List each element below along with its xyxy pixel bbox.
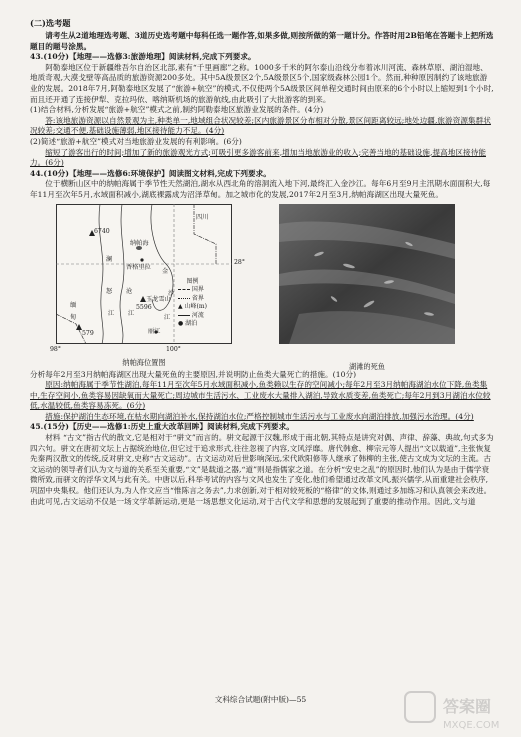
label-cang: 沧 <box>126 287 133 295</box>
location-map <box>50 204 245 353</box>
q43-sub2: (2)简述“旅游+航空”模式对当地旅游业发展的有利影响。(6分) <box>30 136 242 146</box>
label-jiang-jinsha: 江 <box>164 313 171 321</box>
legend-lake: 湖泊 <box>185 320 198 327</box>
q43-sub1: (1)结合材料,分析发展“旅游+航空”模式之前,制约阿勒泰地区旅游业发展的条件。(4分) <box>30 105 324 115</box>
label-napahai: 纳帕海 <box>130 239 149 247</box>
q44-answer-cause: 原因:纳帕海属于季节性湖泊,每年11月至次年5月水域面积减小,鱼类赖以生存的空间减小;每年2月至3月纳帕海湖泊水位下降,鱼类集中,生存空间小,鱼类容易因缺氧而大量死亡;周边城市生活污水、工业废水大量排入湖泊,导致水质变差,鱼类死亡;每年2月到3月湖泊水位较低,水温较低,鱼类容易冻死。(6分) <box>30 380 491 411</box>
label-mian: 缅 <box>70 301 77 309</box>
label-lon-98: 98° <box>50 345 61 353</box>
q44-material: 位于横断山区中的纳帕海属于季节性天然湖泊,湖水从西北角的溶洞流入地下河,最终汇入金沙江。每年6月至9月主汛期水面面积大,每年11月至次年5月,水域面积减小,湖底裸露成为沼泽草甸。加之城市化的发展,2017年2月至3月,纳帕海湖区出现大量死鱼。 <box>30 179 491 199</box>
label-lan: 澜 <box>106 255 113 263</box>
legend-border-icon <box>178 289 190 290</box>
legend-mountain: 山峰(m) <box>184 303 207 310</box>
page-footer: 文科综合试题(附中版)—55 <box>214 695 307 704</box>
q43-material: 阿勒泰地区位于新疆维吾尔自治区北部,素有“千里画廊”之称。1000多千米的阿尔泰山沿线分布着冰川河流、森林草原、湖泊湿地、地质奇观,大漠戈壁等高品质的旅游资源200多处。其中5A级景区2个,5A级景区5个,国家级森林公园1个。然而,种种原因制约了该地旅游业的发展。2018年7月,阿勒泰地区发展了“旅游+航空”的模式,不仅使两个5A级景区间单程交通时间由原来的6个小时以上缩短到1个小时,而且还开通了连接伊犁、克拉玛依、喀纳斯机场的旅游航线,由此吸引了大批游客的到来。 <box>30 62 494 104</box>
legend-province-icon <box>178 298 190 299</box>
q43-answer1: 答:该地旅游资源以自然景观为主,种类单一,地域组合状况较差;区内旅游景区分布相对分散,景区间距离较远;地处边疆,旅游资源集群状况较差;交通不便,基础设施薄弱,地区接待能力不足。(4分) <box>30 115 491 136</box>
legend-title: 图例 <box>186 277 199 285</box>
legend-mountain-icon: ▲ <box>178 303 183 310</box>
label-lon-100: 100° <box>166 345 181 353</box>
label-elev-6740: 6740 <box>94 227 110 235</box>
q43-answer2: 缩短了游客出行的时间;增加了新的旅游观光方式;可吸引更多游客前来,增加当地旅游业的收入;完善当地的基础设施,提高地区接待能力。(6分) <box>30 147 486 168</box>
figure-row <box>30 204 495 371</box>
label-dian: 甸 <box>70 313 77 321</box>
label-sichuan: 四川 <box>196 213 209 221</box>
label-lat-28: 28° <box>234 258 245 266</box>
map-legend <box>178 278 207 329</box>
label-elev-5596: 5596 <box>136 303 152 311</box>
map-caption: 纳帕海位置图 <box>122 357 166 367</box>
dead-fish-photo <box>279 204 455 344</box>
label-shangri-la: 香格里拉 <box>126 263 151 271</box>
q44-answer-measure: 措施:保护湖泊生态环境,在枯水期向湖泊补水,保持湖泊水位;严格控制城市生活污水与工业废水向湖泊排放,加强污水治理。(4分) <box>45 411 474 421</box>
instruction-text: 请考生从2道地理选考题、3道历史选考题中每科任选一题作答,如果多做,则按所做的第一题计分。作答时用2B铅笔在答题卡上把所选题目的题号涂黑。 <box>30 31 494 51</box>
legend-river-icon <box>178 315 190 316</box>
label-jiang-lancang: 江 <box>128 309 135 317</box>
label-sha: 沙 <box>168 289 175 297</box>
legend-border: 国界 <box>191 286 204 293</box>
label-nu: 怒 <box>106 287 113 295</box>
label-jin: 金 <box>162 267 169 275</box>
location-map-figure <box>50 204 245 368</box>
svg-text:MXQE.COM: MXQE.COM <box>443 720 500 731</box>
q43-header: 43.(10分)【地理——选修3:旅游地理】阅读材料,完成下列要求。 <box>30 52 256 62</box>
watermark-logo <box>403 688 513 734</box>
legend-lake-icon: ● <box>178 320 184 327</box>
label-jiang-nu: 江 <box>108 309 115 317</box>
q45-material: 材料 “古文”指古代的散文,它是相对于“骈文”而言的。骈文起源于汉魏,形成于南北朝,其特点是讲究对偶、声律、辞藻、典故,句式多为四六句。骈文在唐初文坛上占据统治地位,但它过于追求形式,往往忽视了内容,文风浮靡。唐代韩愈、柳宗元等人提出“文以载道”,主张恢复先秦两汉散文的传统,反对骈文,史称“古文运动”。古文运动对后世影响深远,宋代欧阳修等人继承了韩柳的主张,使古文成为文坛的主流。古文运动的领导者们认为文与道的关系至关重要,“文”是载道之器,“道”则是指儒家之道。在分析“安史之乱”的原因时,他们认为是由于儒学衰微所致,而骈文的浮华文风与此有关。中唐以后,科举考试的内容与文风也发生了变化,他们希望通过改革文风,振兴儒学,从而重建社会秩序,巩固中央集权。他们还认为,为人作文应当“惟陈言之务去”,力求创新,对于相对较死板的“格律”的文体,则通过多加练习和认真领会来改进。由此可见,古文运动不仅是一场文学革新运动,更是一场思想文化运动,对于古代文学和思想的发展起到了重要的推动作用。因此,文与道 <box>30 433 494 506</box>
legend-province: 省界 <box>191 294 204 302</box>
section-title: (二)选考题 <box>30 18 71 28</box>
label-lijiang: 丽江 <box>148 327 161 335</box>
label-elev-579: 579 <box>82 329 94 337</box>
svg-text:答案圈: 答案圈 <box>443 697 492 716</box>
q44-question: 分析每年2月至3月纳帕海湖区出现大量死鱼的主要原因,并说明防止鱼类大量死亡的措施。(10分) <box>30 369 357 379</box>
legend-river: 河流 <box>191 311 204 319</box>
q44-header: 44.(10分)【地理——选修6:环境保护】阅读图文材料,完成下列要求。 <box>30 168 271 178</box>
label-yulong: 玉龙雪山 <box>146 295 171 303</box>
q45-header: 45.(15分)【历史——选修1:历史上重大改革回眸】阅读材料,完成下列要求。 <box>30 422 294 432</box>
photo-caption: 湖滩的死鱼 <box>349 361 385 371</box>
photo-figure <box>279 204 455 371</box>
